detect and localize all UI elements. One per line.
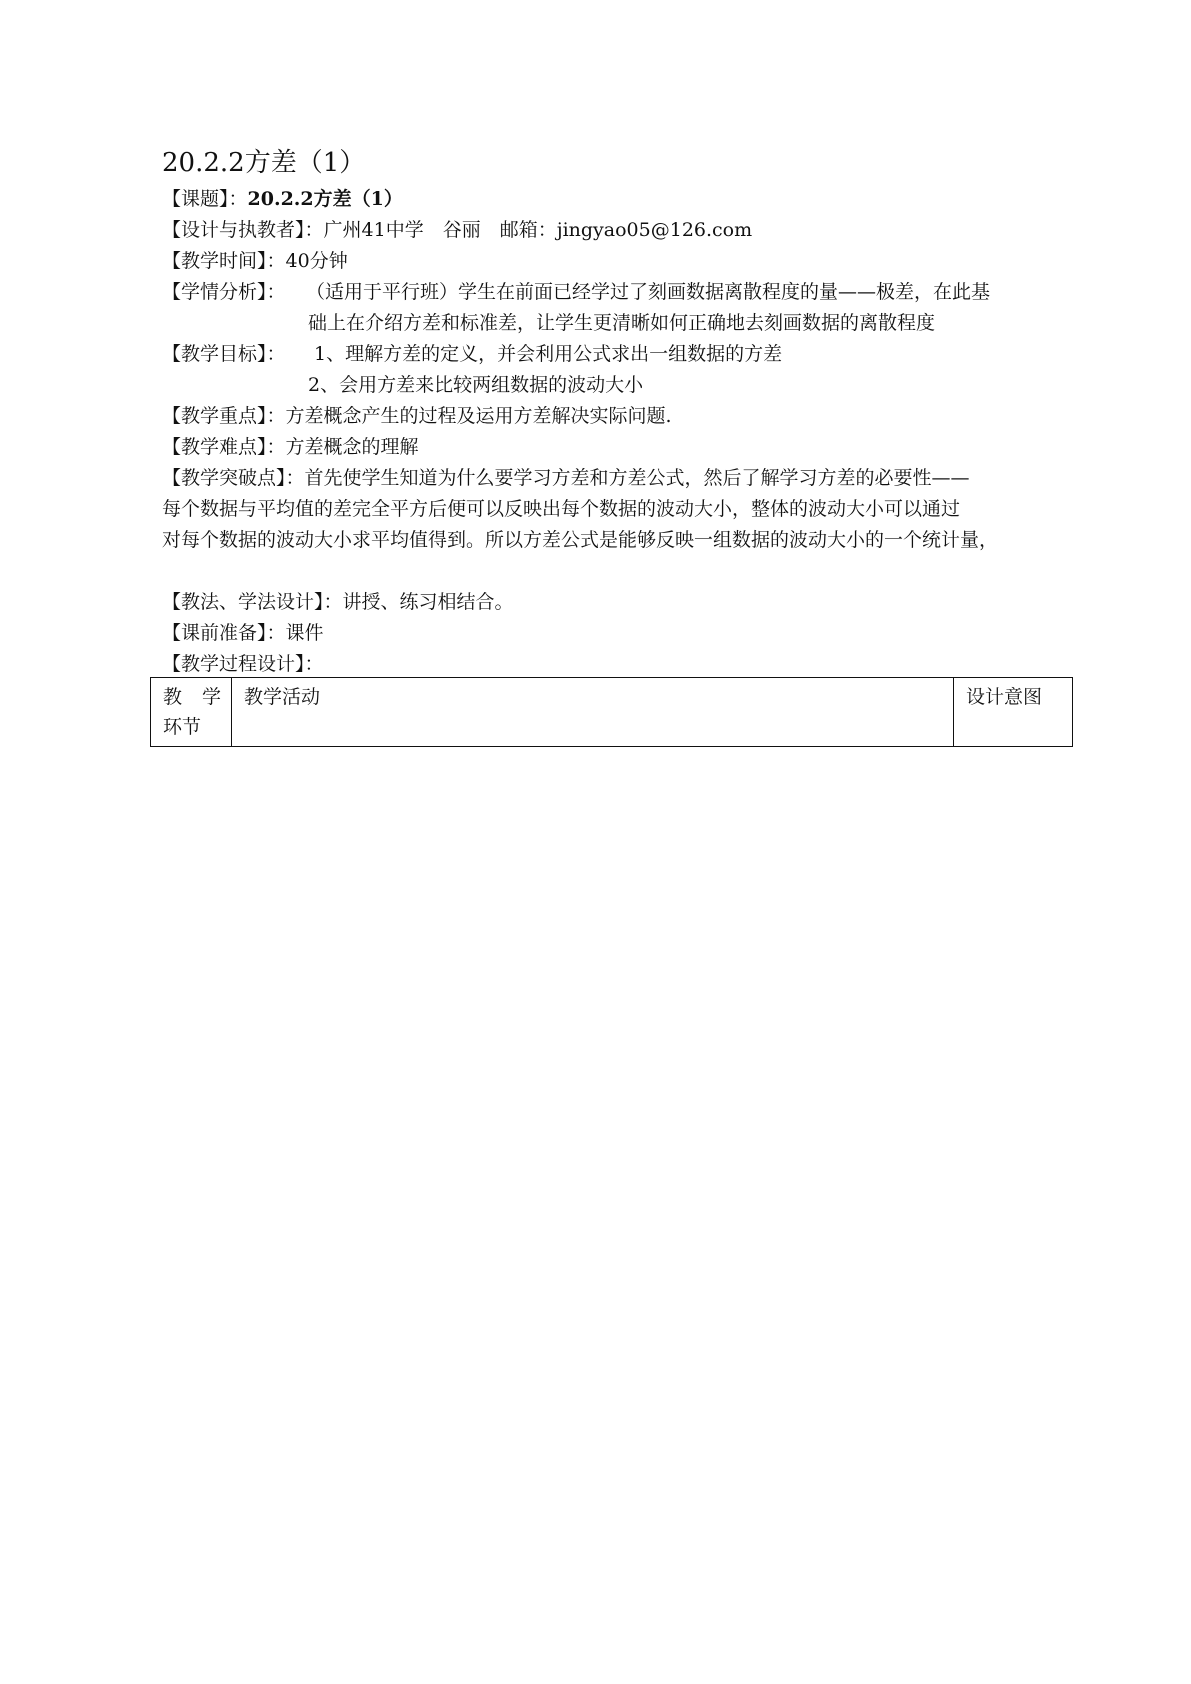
method-label: 【教法、学法设计】： bbox=[162, 591, 343, 613]
analysis-text-2: 础上在介绍方差和标准差，让学生更清晰如何正确地去刻画数据的离散程度 bbox=[308, 312, 936, 334]
difficulty-line bbox=[162, 432, 419, 463]
goals-text-2: 2、会用方差来比较两组数据的波动大小 bbox=[308, 374, 644, 396]
time-value: 40分钟 bbox=[285, 250, 348, 272]
breakthrough-label: 【教学突破点】： bbox=[162, 467, 305, 489]
topic-line bbox=[162, 184, 403, 215]
key-value: 方差概念产生的过程及运用方差解决实际问题. bbox=[285, 405, 672, 427]
breakthrough-text-3: 对每个数据的波动大小求平均值得到。所以方差公式是能够反映一组数据的波动大小的一个统计量， bbox=[162, 529, 999, 551]
topic-label: 【课题】： bbox=[162, 188, 248, 210]
prep-line bbox=[162, 618, 324, 649]
time-line bbox=[162, 246, 348, 277]
key-label: 【教学重点】： bbox=[162, 405, 286, 427]
topic-value: 20.2.2方差（1） bbox=[247, 188, 403, 210]
analysis-label: 【学情分析】： bbox=[162, 281, 286, 303]
prep-value: 课件 bbox=[285, 622, 324, 644]
key-line bbox=[162, 401, 672, 432]
process-label: 【教学过程设计】： bbox=[162, 653, 324, 675]
goals-label: 【教学目标】： bbox=[162, 343, 286, 365]
process-line bbox=[162, 649, 324, 680]
goals-line bbox=[162, 339, 286, 370]
breakthrough-text-1: 首先使学生知道为什么要学习方差和方差公式，然后了解学习方差的必要性—— bbox=[304, 467, 970, 489]
method-value: 讲授、练习相结合。 bbox=[342, 591, 514, 613]
stage-char-2: 学 bbox=[201, 686, 221, 708]
designer-value: 广州41中学 谷丽 邮箱：jingyao05@126.com bbox=[323, 219, 753, 241]
page-title: 20.2.2方差（1） bbox=[162, 148, 366, 178]
method-line bbox=[162, 587, 514, 618]
process-table bbox=[150, 677, 1073, 747]
breakthrough-text-2: 每个数据与平均值的差完全平方后便可以反映出每个数据的波动大小，整体的波动大小可以通过 bbox=[162, 498, 961, 520]
analysis-line bbox=[162, 277, 286, 308]
stage-char-1: 教 bbox=[163, 686, 183, 708]
analysis-text-1: （适用于平行班）学生在前面已经学过了刻画数据离散程度的量——极差，在此基 bbox=[306, 281, 991, 303]
difficulty-label: 【教学难点】： bbox=[162, 436, 286, 458]
designer-label: 【设计与执教者】： bbox=[162, 219, 324, 241]
table-header-activity: 教学活动 bbox=[232, 678, 954, 747]
prep-label: 【课前准备】： bbox=[162, 622, 286, 644]
table-header-intent: 设计意图 bbox=[954, 678, 1073, 747]
table-row bbox=[151, 678, 1073, 747]
table-header-stage bbox=[151, 678, 232, 747]
stage-char-3: 环节 bbox=[163, 716, 202, 738]
breakthrough-line bbox=[162, 463, 970, 494]
goals-text-1: 1、理解方差的定义，并会利用公式求出一组数据的方差 bbox=[314, 343, 783, 365]
difficulty-value: 方差概念的理解 bbox=[285, 436, 419, 458]
designer-line bbox=[162, 215, 752, 246]
time-label: 【教学时间】： bbox=[162, 250, 286, 272]
